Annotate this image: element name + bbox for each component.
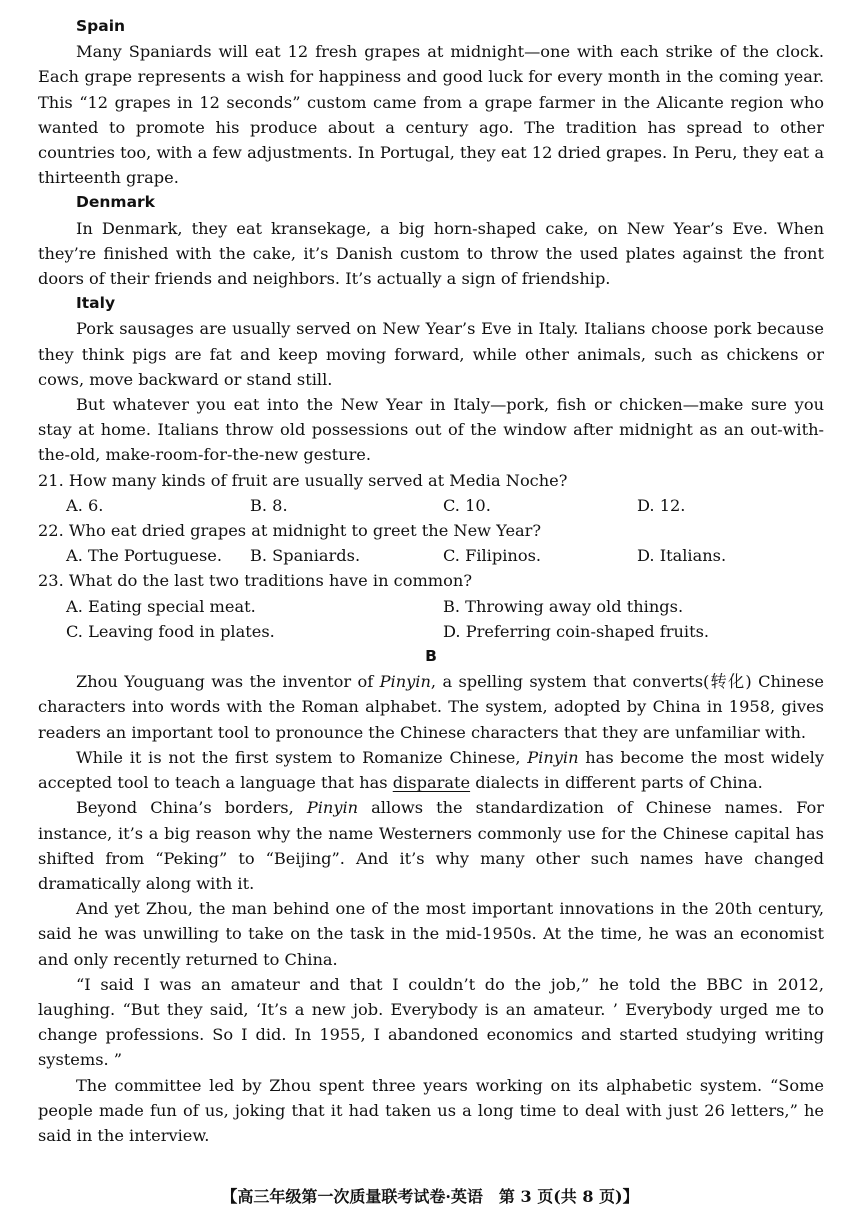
option-d: D. Italians.	[637, 546, 727, 566]
text-run: Beyond China’s borders,	[76, 798, 307, 818]
text-run: , a spelling system that converts(转化) Chinese characters into words with the Roman alphabet. The system, adopted by China in 1958, gives readers an important tool to pronounce the Chinese characters that they are unfamiliar with.	[38, 672, 824, 742]
pinyin-term: Pinyin	[379, 672, 431, 692]
passage-b-paragraph-4: And yet Zhou, the man behind one of the most important innovations in the 20th century, said he was unwilling to take on the task in the mid-1950s. At the time, he was an economist and only recently returned to China.	[38, 899, 824, 969]
spain-heading: Spain	[76, 17, 126, 35]
passage-b-paragraph-2	[38, 745, 824, 795]
pinyin-term: Pinyin	[527, 747, 579, 767]
option-c: C. Filipinos.	[443, 546, 542, 566]
pinyin-term: Pinyin	[306, 798, 359, 818]
italy-paragraph-1: Pork sausages are usually served on New Year’s Eve in Italy. Italians choose pork because they think pigs are fat and keep moving forward, while other animals, such as chickens or cows, move backward or stand still.	[38, 319, 824, 389]
option-c: C. Leaving food in plates.	[66, 621, 275, 641]
exam-page	[38, 14, 824, 1148]
option-a: A. Eating special meat.	[66, 596, 256, 616]
question-21: 21. How many kinds of fruit are usually served at Media Noche?	[38, 470, 568, 490]
question-22: 22. Who eat dried grapes at midnight to greet the New Year?	[38, 521, 542, 541]
passage-b-paragraph-5: “I said I was an amateur and that I couldn’t do the job,” he told the BBC in 2012, laughing. “But they said, ‘It’s a new job. Everybody is an amateur. ’ Everybody urged me to change professions. So I did. In 1955, I abandoned economics and started studying writing systems. ”	[38, 974, 824, 1070]
option-c: C. 10.	[443, 495, 491, 515]
option-b: B. Throwing away old things.	[443, 596, 684, 616]
text-run: allows the standardization of Chinese names. For instance, it’s a big reason why the name Westerners commonly use for the Chinese capital has shifted from “Peking” to “Beijing”. And it’s why many other such names have changed dramatically along with it.	[38, 798, 825, 893]
passage-b-paragraph-6: The committee led by Zhou spent three years working on its alphabetic system. “Some people made fun of us, joking that it had taken us a long time to deal with just 26 letters,” he said in the interview.	[38, 1075, 824, 1145]
option-d: D. Preferring coin-shaped fruits.	[443, 621, 710, 641]
passage-b-paragraph-1	[38, 669, 824, 745]
option-a: A. 6.	[66, 495, 104, 515]
option-b: B. 8.	[250, 495, 288, 515]
question-23: 23. What do the last two traditions have in common?	[38, 571, 472, 591]
option-d: D. 12.	[637, 495, 686, 515]
passage-b-paragraph-3	[38, 795, 824, 896]
italy-heading: Italy	[76, 294, 116, 313]
question-22-options	[66, 543, 824, 568]
question-21-options	[66, 493, 824, 518]
text-run: While it is not the first system to Romanize Chinese,	[76, 747, 528, 767]
denmark-paragraph: In Denmark, they eat kransekage, a big horn-shaped cake, on New Year’s Eve. When they’re finished with the cake, it’s Danish custom to throw the used plates against the front doors of their friends and neighbors. It’s actually a sign of friendship.	[38, 218, 824, 289]
option-b: B. Spaniards.	[250, 546, 361, 566]
page-footer: 【高三年级第一次质量联考试卷·英语 第 3 页(共 8 页)】	[221, 1187, 639, 1206]
text-run: dialects in different parts of China.	[470, 773, 763, 793]
question-23-options	[66, 594, 824, 644]
denmark-heading: Denmark	[76, 193, 155, 212]
text-run: has become the most widely accepted tool to teach a language that has	[38, 747, 824, 793]
option-a: A. The Portuguese.	[66, 546, 222, 566]
underlined-word: disparate	[392, 773, 471, 793]
italy-paragraph-2: But whatever you eat into the New Year in Italy—pork, fish or chicken—make sure you stay at home. Italians throw old possessions out of the window after midnight as an out-with-the-old, make-room-for-the-new gesture.	[38, 395, 824, 465]
section-b-label: B	[425, 647, 437, 666]
text-run: Zhou Youguang was the inventor of	[76, 672, 380, 692]
spain-paragraph: Many Spaniards will eat 12 fresh grapes at midnight—one with each strike of the clock. Each grape represents a wish for happiness and good luck for every month in the coming year. This “12 grapes in 12 seconds” custom came from a grape farmer in the Alicante region who wanted to promote his produce about a century ago. The tradition has spread to other countries too, with a few adjustments. In Portugal, they eat 12 dried grapes. In Peru, they eat a thirteenth grape.	[38, 42, 824, 188]
